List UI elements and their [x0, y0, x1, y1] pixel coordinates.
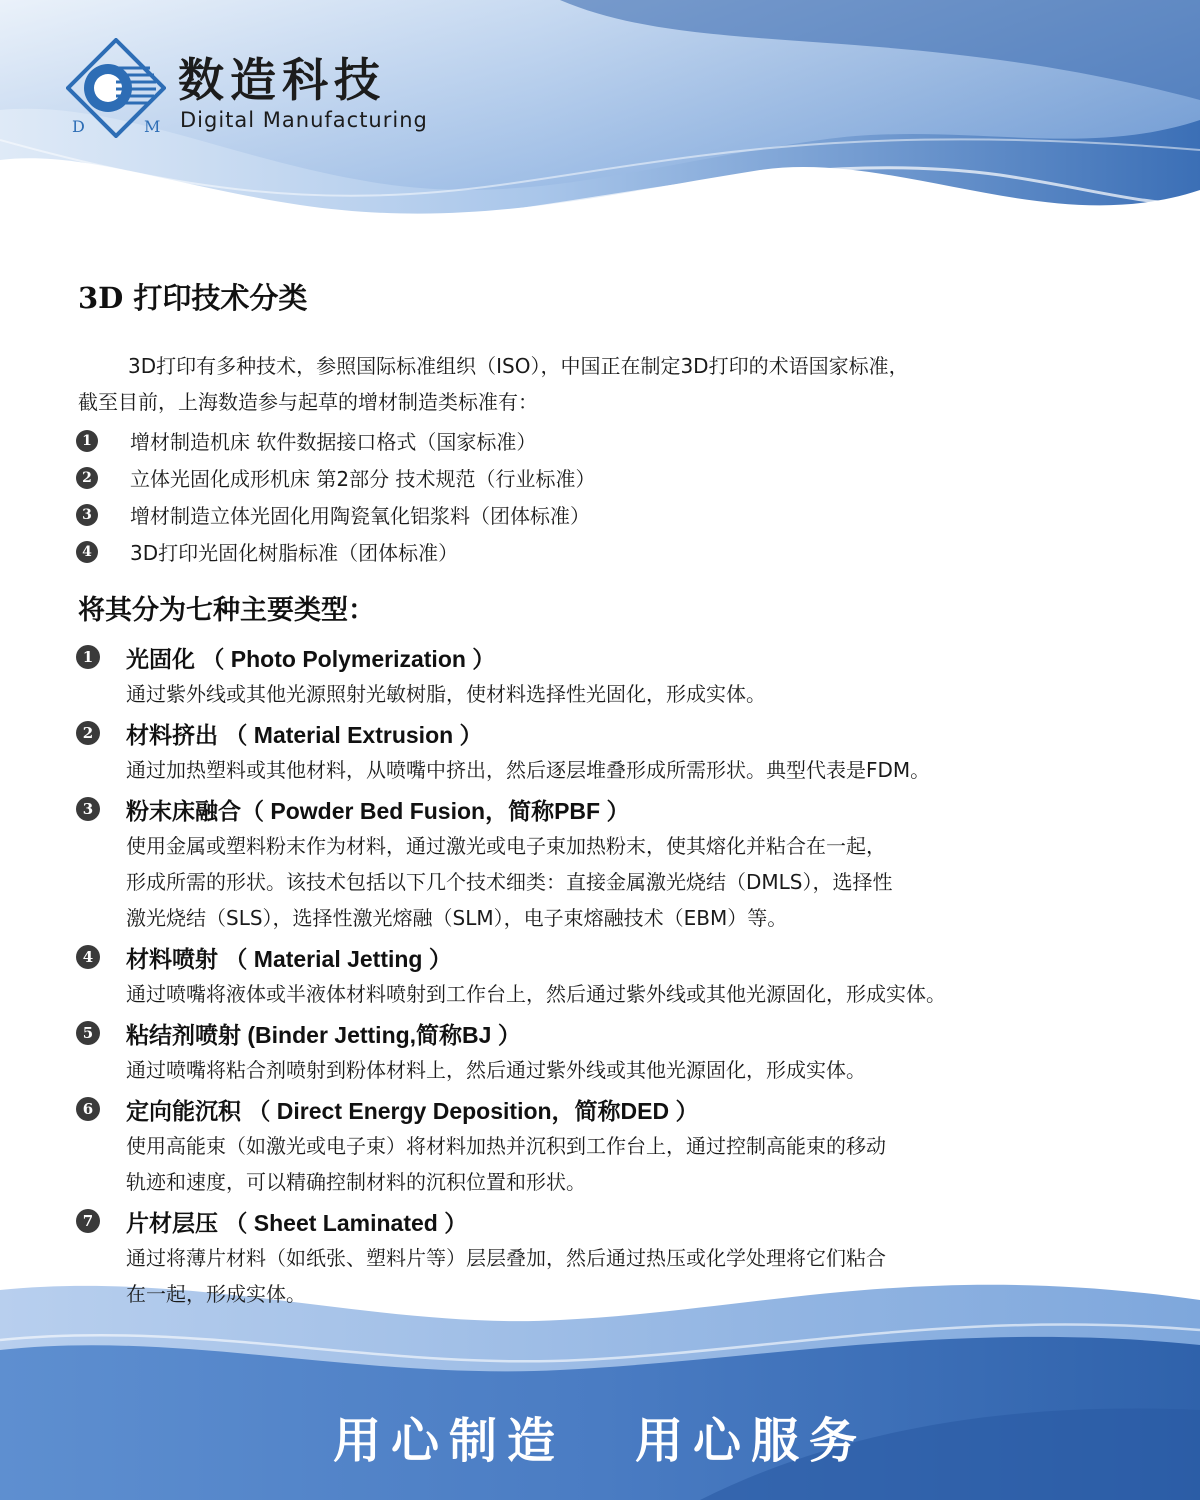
- number-badge: 3: [76, 797, 100, 821]
- company-logo: [66, 38, 166, 138]
- standard-text: 增材制造立体光固化用陶瓷氧化铝浆料（团体标准）: [130, 504, 590, 528]
- number-badge: 1: [76, 430, 98, 452]
- type-title: 材料喷射 （ Material Jetting ）: [126, 945, 452, 972]
- type-item: [76, 790, 1146, 936]
- type-item: [76, 714, 1146, 788]
- desc-line: 激光烧结（SLS），选择性激光熔融（SLM），电子束熔融技术（EBM）等。: [126, 906, 788, 930]
- type-description: [126, 1128, 1146, 1200]
- logo-letter-m: M: [144, 117, 161, 136]
- intro-line-2: 截至目前，上海数造参与起草的增材制造类标准有：: [78, 390, 538, 414]
- number-badge: 4: [76, 945, 100, 969]
- desc-line: 使用金属或塑料粉末作为材料，通过激光或电子束加热粉末，使其熔化并粘合在一起，: [126, 834, 886, 858]
- number-badge: 7: [76, 1209, 100, 1233]
- number-badge: 6: [76, 1097, 100, 1121]
- number-badge: 2: [76, 721, 100, 745]
- type-description: [126, 1240, 1146, 1312]
- desc-line: 通过紫外线或其他光源照射光敏树脂，使材料选择性光固化，形成实体。: [126, 682, 766, 706]
- type-title: 光固化 （ Photo Polymerization ）: [126, 645, 496, 672]
- type-description: [126, 976, 1146, 1012]
- type-item: [76, 938, 1146, 1012]
- number-badge: 1: [76, 645, 100, 669]
- slogan-part-2: 用心服务: [635, 1413, 868, 1469]
- number-badge: 5: [76, 1021, 100, 1045]
- type-item: [76, 1014, 1146, 1088]
- slogan: [0, 1402, 1200, 1471]
- standards-list: [76, 422, 1136, 570]
- type-description: [126, 1052, 1146, 1088]
- brand-name-cn: 数造科技: [178, 53, 386, 107]
- desc-line: 通过加热塑料或其他材料，从喷嘴中挤出，然后逐层堆叠形成所需形状。典型代表是FDM。: [126, 758, 931, 782]
- section-title: 3D 打印技术分类: [78, 281, 308, 315]
- standard-text: 3D打印光固化树脂标准（团体标准）: [130, 541, 459, 565]
- standard-item: [76, 496, 1136, 533]
- type-item: [76, 1202, 1146, 1312]
- desc-line: 在一起，形成实体。: [126, 1282, 306, 1306]
- type-title: 粉末床融合（ Powder Bed Fusion，简称PBF ）: [126, 797, 630, 824]
- type-title: 定向能沉积 （ Direct Energy Deposition，简称DED ）: [126, 1097, 699, 1124]
- type-description: [126, 828, 1146, 936]
- standard-item: [76, 459, 1136, 496]
- type-title: 材料挤出 （ Material Extrusion ）: [126, 721, 483, 748]
- desc-line: 使用高能束（如激光或电子束）将材料加热并沉积到工作台上，通过控制高能束的移动: [126, 1134, 886, 1158]
- brand-name-en: Digital Manufacturing: [180, 108, 428, 132]
- intro-line-1: 3D打印有多种技术，参照国际标准组织（ISO），中国正在制定3D打印的术语国家标准，: [128, 354, 909, 378]
- type-description: [126, 676, 1146, 712]
- types-heading: 将其分为七种主要类型：: [78, 595, 375, 626]
- number-badge: 4: [76, 541, 98, 563]
- desc-line: 轨迹和速度，可以精确控制材料的沉积位置和形状。: [126, 1170, 586, 1194]
- standard-item: [76, 533, 1136, 570]
- type-item: [76, 1090, 1146, 1200]
- type-item: [76, 638, 1146, 712]
- desc-line: 通过喷嘴将液体或半液体材料喷射到工作台上，然后通过紫外线或其他光源固化，形成实体。: [126, 982, 946, 1006]
- number-badge: 2: [76, 467, 98, 489]
- logo-letter-d: D: [72, 117, 85, 136]
- type-title: 片材层压 （ Sheet Laminated ）: [126, 1209, 468, 1236]
- standard-text: 立体光固化成形机床 第2部分 技术规范（行业标准）: [130, 467, 596, 491]
- number-badge: 3: [76, 504, 98, 526]
- slogan-part-1: 用心制造: [332, 1413, 565, 1469]
- desc-line: 形成所需的形状。该技术包括以下几个技术细类：直接金属激光烧结（DMLS），选择性: [126, 870, 893, 894]
- intro-paragraph: [78, 348, 1138, 420]
- desc-line: 通过喷嘴将粘合剂喷射到粉体材料上，然后通过紫外线或其他光源固化，形成实体。: [126, 1058, 866, 1082]
- type-title: 粘结剂喷射 (Binder Jetting,简称BJ ）: [126, 1021, 521, 1048]
- type-description: [126, 752, 1146, 788]
- standard-item: [76, 422, 1136, 459]
- standard-text: 增材制造机床 软件数据接口格式（国家标准）: [130, 430, 537, 454]
- desc-line: 通过将薄片材料（如纸张、塑料片等）层层叠加，然后通过热压或化学处理将它们粘合: [126, 1246, 886, 1270]
- types-list: [76, 638, 1146, 1314]
